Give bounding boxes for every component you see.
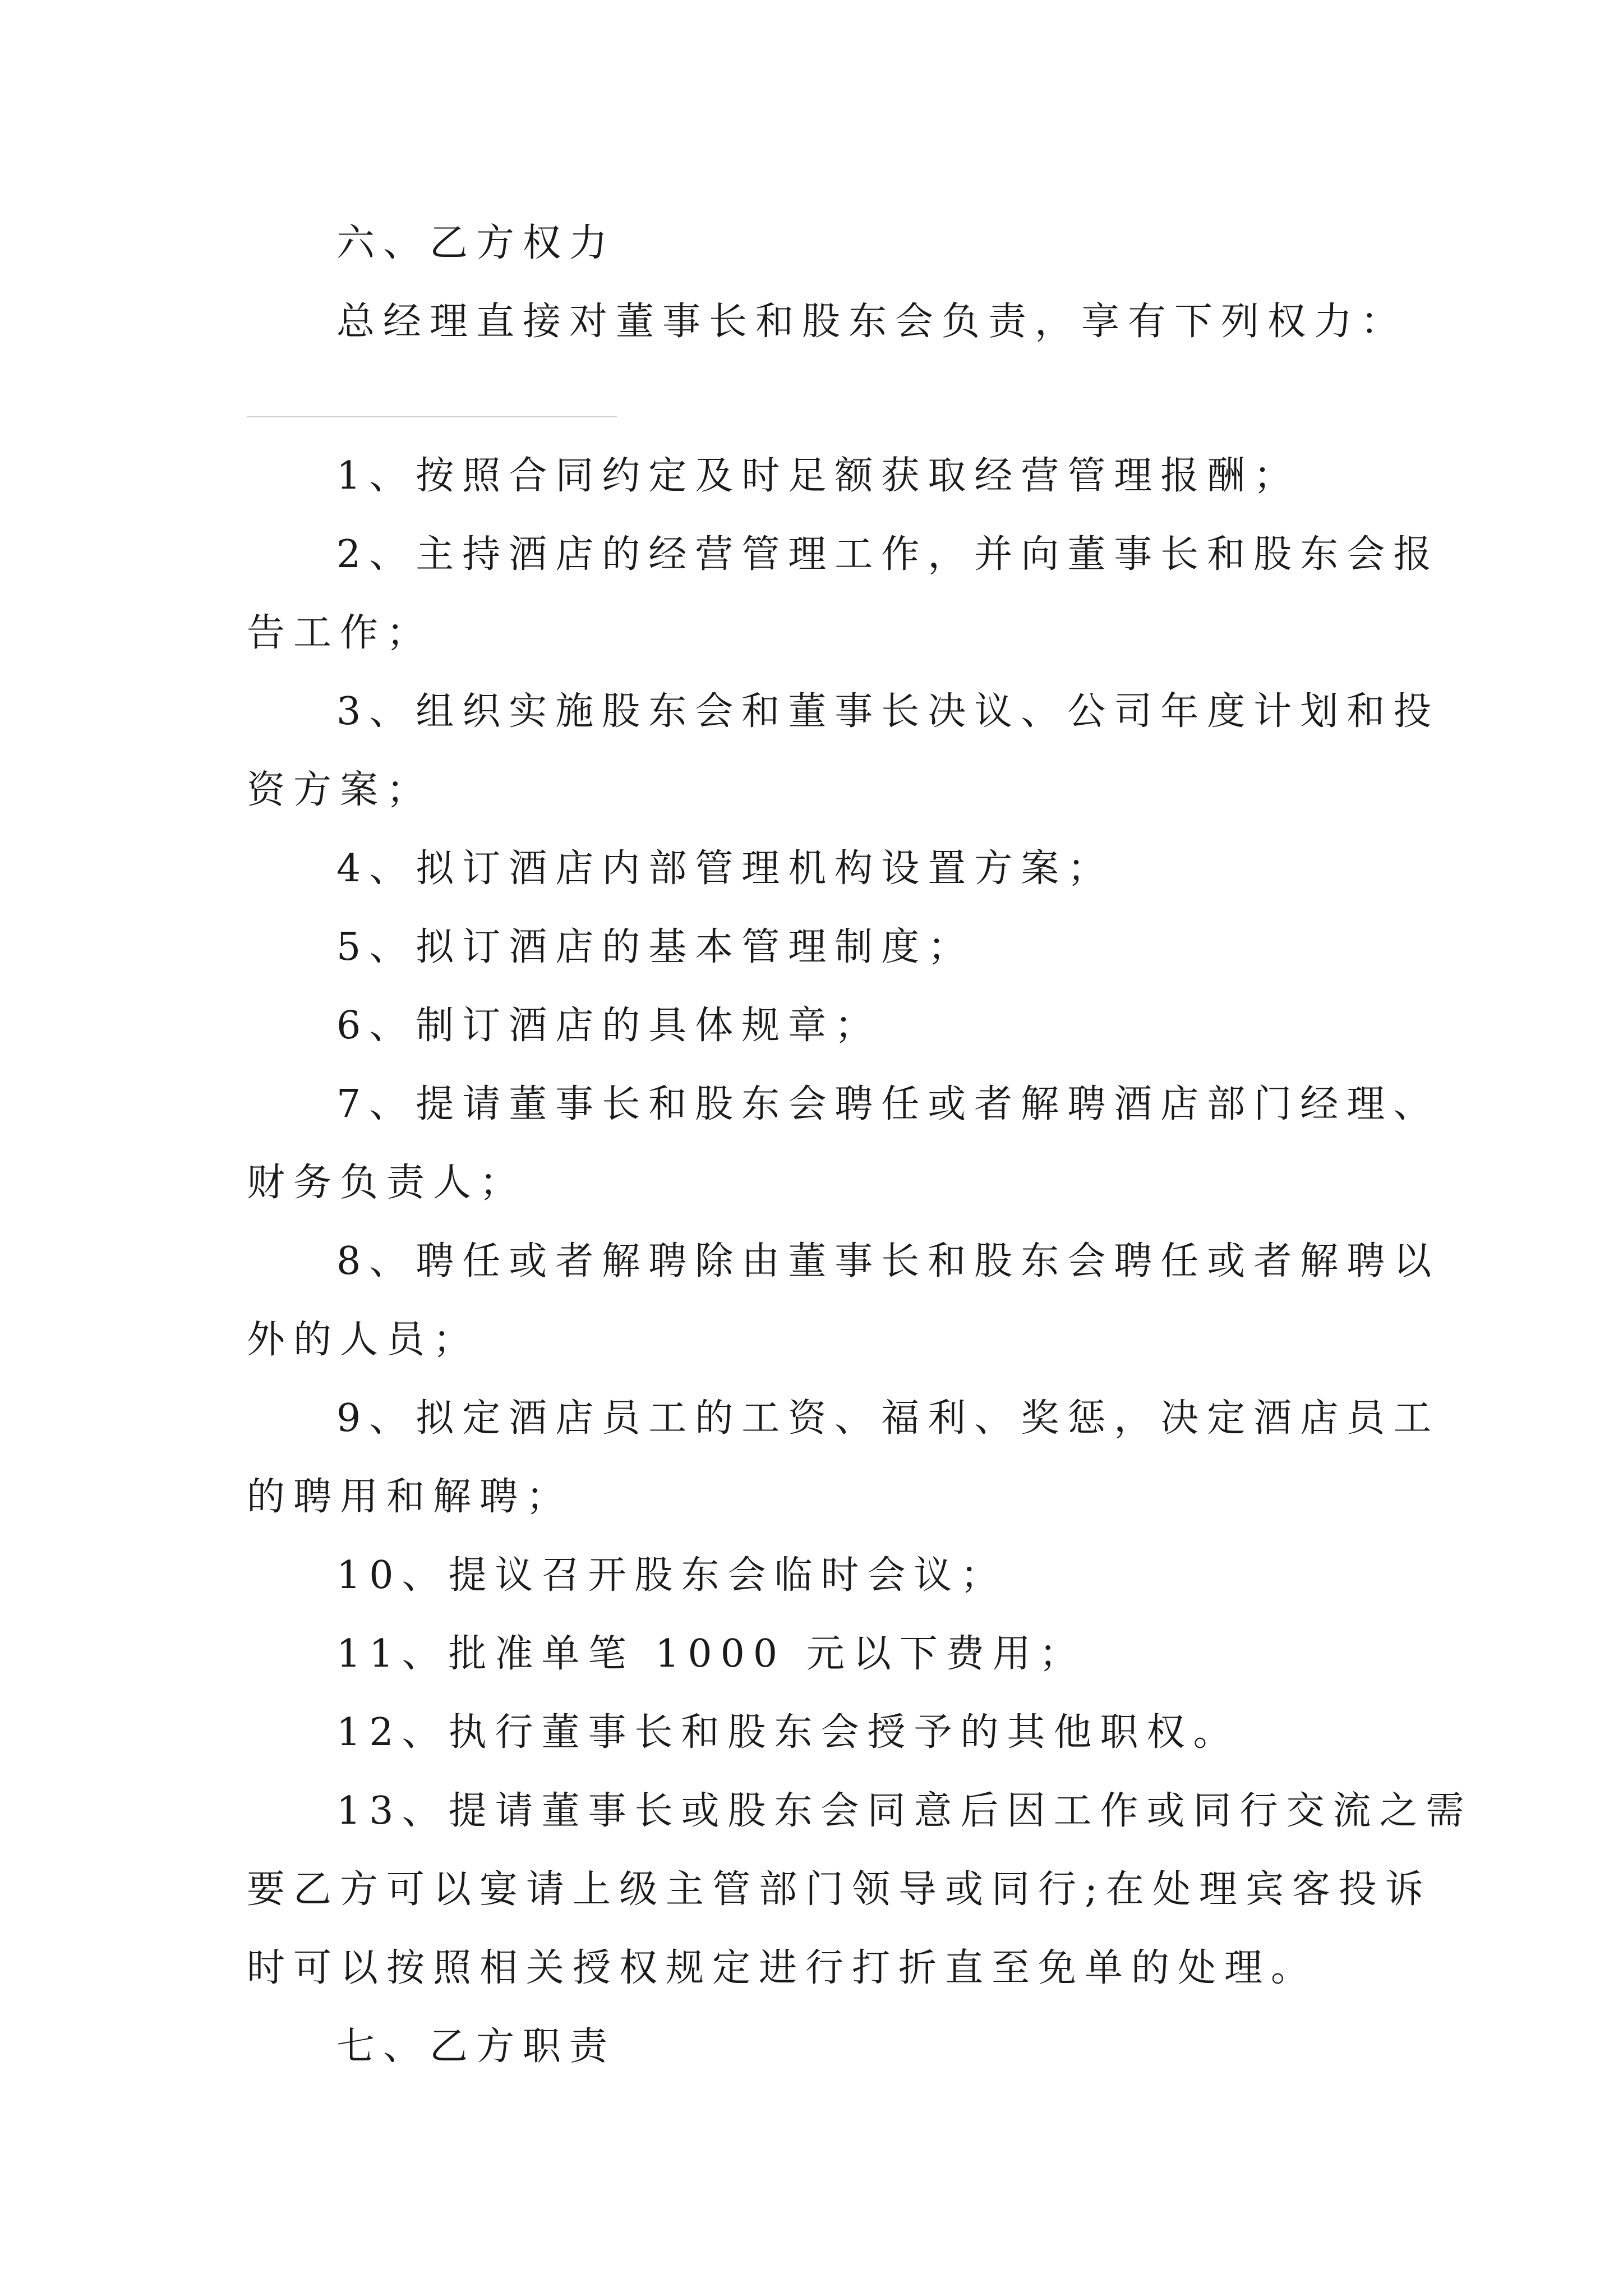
list-item: 2、主持酒店的经营管理工作，并向董事长和股东会报 (336, 532, 1440, 577)
list-item: 7、提请董事长和股东会聘任或者解聘酒店部门经理、 (336, 1082, 1440, 1126)
list-item-continuation: 外的人员； (247, 1318, 480, 1362)
list-item: 1、按照合同约定及时足额获取经营管理报酬； (336, 454, 1301, 498)
divider (247, 416, 617, 417)
list-item: 9、拟定酒店员工的工资、福利、奖惩，决定酒店员工 (336, 1396, 1440, 1441)
list-item-continuation: 财务负责人； (247, 1161, 527, 1205)
list-item: 8、聘任或者解聘除由董事长和股东会聘任或者解聘以 (336, 1239, 1440, 1283)
list-item: 13、提请董事长或股东会同意后因工作或同行交流之需 (336, 1789, 1473, 1833)
section-seven-heading: 七、乙方职责 (336, 2024, 616, 2069)
intro-paragraph: 总经理直接对董事长和股东会负责，享有下列权力： (336, 300, 1408, 344)
list-item: 11、批准单笔 1000 元以下费用； (336, 1632, 1086, 1676)
list-item-continuation: 资方案； (247, 768, 434, 812)
list-item: 12、执行董事长和股东会授予的其他职权。 (336, 1710, 1240, 1755)
list-item-continuation: 要乙方可以宴请上级主管部门领导或同行;在处理宾客投诉 (247, 1867, 1432, 1912)
list-item-continuation: 的聘用和解聘； (247, 1475, 573, 1519)
list-item: 10、提议召开股东会临时会议； (336, 1553, 1007, 1598)
list-item: 5、拟订酒店的基本管理制度； (336, 925, 975, 969)
list-item-continuation: 时可以按照相关授权规定进行打折直至免单的处理。 (247, 1946, 1318, 1990)
list-item-continuation: 告工作； (247, 611, 434, 655)
list-item: 4、拟订酒店内部管理机构设置方案； (336, 846, 1114, 891)
list-item: 6、制订酒店的具体规章； (336, 1004, 882, 1048)
section-six-heading: 六、乙方权力 (336, 221, 616, 265)
list-item: 3、组织实施股东会和董事长决议、公司年度计划和投 (336, 689, 1440, 734)
